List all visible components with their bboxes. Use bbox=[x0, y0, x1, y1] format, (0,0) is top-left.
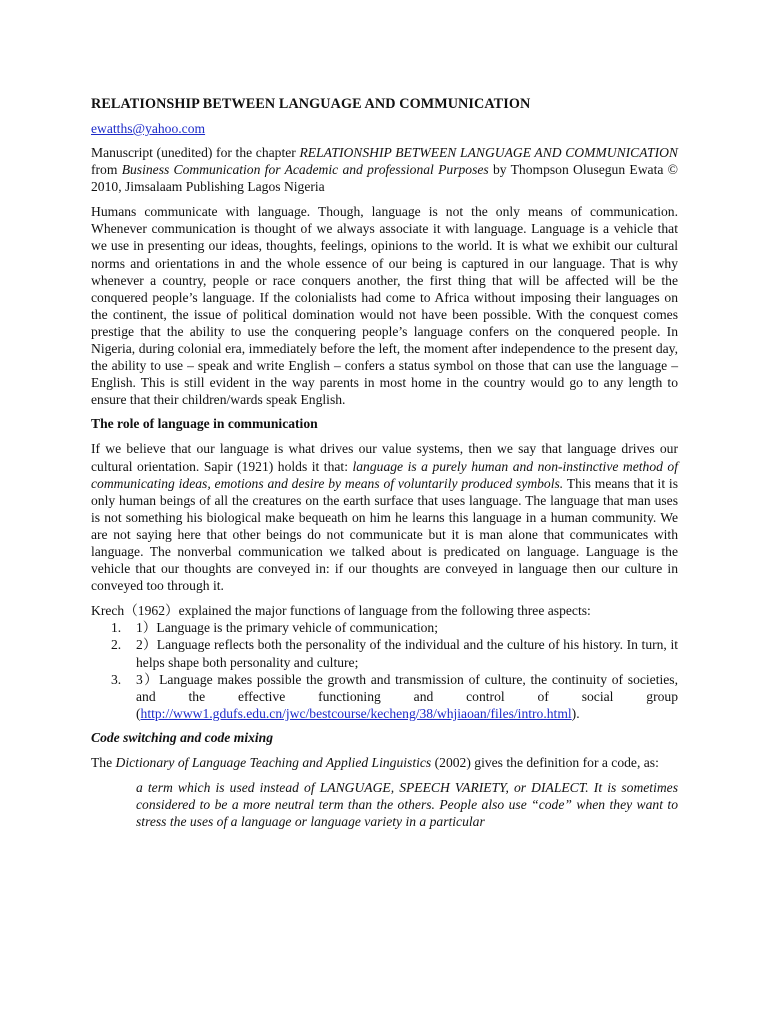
list-item bbox=[91, 619, 678, 636]
definition-quote: a term which is used instead of LANGUAGE, SPEECH VARIETY, or DIALECT. It is sometimes considered to be a more neutral term than the others. People also use “code” when they want to stress the uses of a language or language variety in a particular bbox=[136, 780, 678, 830]
manuscript-mid: from bbox=[91, 162, 122, 178]
sapir-pre: If we believe that our language is what drives our value systems, then we say that language drives our cultural orientation. Sapir (1921) holds it that: bbox=[91, 441, 678, 474]
functions-list bbox=[91, 619, 678, 722]
dictionary-pre: The bbox=[91, 754, 116, 770]
list-number: 2. bbox=[111, 637, 122, 653]
manuscript-pre: Manuscript (unedited) for the chapter bbox=[91, 145, 300, 160]
list-number: 1. bbox=[111, 620, 122, 636]
dictionary-title: Dictionary of Language Teaching and Applied Linguistics bbox=[115, 754, 432, 770]
section-heading-role-of-language: The role of language in communication bbox=[91, 416, 318, 432]
list-item-text-after: ). bbox=[571, 705, 580, 721]
dictionary-paragraph bbox=[91, 754, 678, 771]
list-number: 3. bbox=[111, 671, 122, 687]
chapter-title: RELATIONSHIP BETWEEN LANGUAGE AND COMMUNICATION bbox=[299, 145, 679, 160]
author-email-link[interactable]: ewatths@yahoo.com bbox=[91, 121, 206, 136]
manuscript-note bbox=[91, 144, 678, 195]
list-item bbox=[91, 636, 678, 670]
section-heading-code-switching: Code switching and code mixing bbox=[91, 729, 274, 745]
document-title: RELATIONSHIP BETWEEN LANGUAGE AND COMMUNICATION bbox=[91, 96, 531, 112]
book-title: Business Communication for Academic and professional Purposes bbox=[121, 162, 489, 178]
manuscript-post: by Thompson Olusegun Ewata © 2010, Jimsalaam Publishing Lagos Nigeria bbox=[91, 162, 679, 195]
krech-intro: Krech（1962）explained the major functions of language from the following three aspects: bbox=[91, 603, 591, 619]
sapir-post: This means that it is only human beings of all the creatures on the earth surface that uses language. The language that man uses is not something his biological make bequeath on him he learns this language in a human community. We are not saying here that other beings do not communicate but it is man alone that communicates with language. The nonverbal communication we talked about is predicated on language. Language is the vehicle that our thoughts are conveyed in: if our thoughts are conveyed in language then our culture in conveyed too through it. bbox=[91, 475, 678, 594]
source-link[interactable]: http://www1.gdufs.edu.cn/jwc/bestcourse/kecheng/38/whjiaoan/files/intro.html bbox=[140, 705, 572, 721]
list-item-text: 1）Language is the primary vehicle of communication; bbox=[136, 620, 438, 636]
sapir-quote: language is a purely human and non-instinctive method of communicating ideas, emotions and desire by means of voluntarily produced symbols. bbox=[91, 458, 679, 491]
dictionary-post: (2002) gives the definition for a code, as: bbox=[431, 754, 659, 770]
list-item-text: 2）Language reflects both the personality of the individual and the culture of his history. In turn, it helps shape both personality and culture; bbox=[136, 637, 678, 670]
intro-paragraph: Humans communicate with language. Though, language is not the only means of communication. Whenever communication is thought of we always associate it with language. Language is a vehicle that we use in presenting our ideas, thoughts, feelings, opinions to the world. It is what we exhibit our cultural norms and orientations in and the whole essence of our being is captured in our language. That is why whenever a country, people or race conquers another, the first thing that will be affected will be the conquered people’s language. If the colonialists had come to Africa without imposing their languages on the continent, the issue of political domination would not have been possible. With the conquest comes prestige that the ability to use the conquering people’s language confers on the conquered people. In Nigeria, during colonial era, immediately before the left, the moment after independence to the present day, the ability to use – speak and write English – confers a status symbol on those that can use the language – English. This is still evident in the way parents in most home in the country would go to any length to ensure that their children/wards speak English. bbox=[91, 204, 678, 408]
list-item-text: 3）Language makes possible the growth and transmission of culture, the continuity of societies, and the effective functioning and control of social group ( bbox=[136, 671, 678, 721]
list-item bbox=[91, 671, 678, 722]
sapir-paragraph bbox=[91, 440, 678, 594]
